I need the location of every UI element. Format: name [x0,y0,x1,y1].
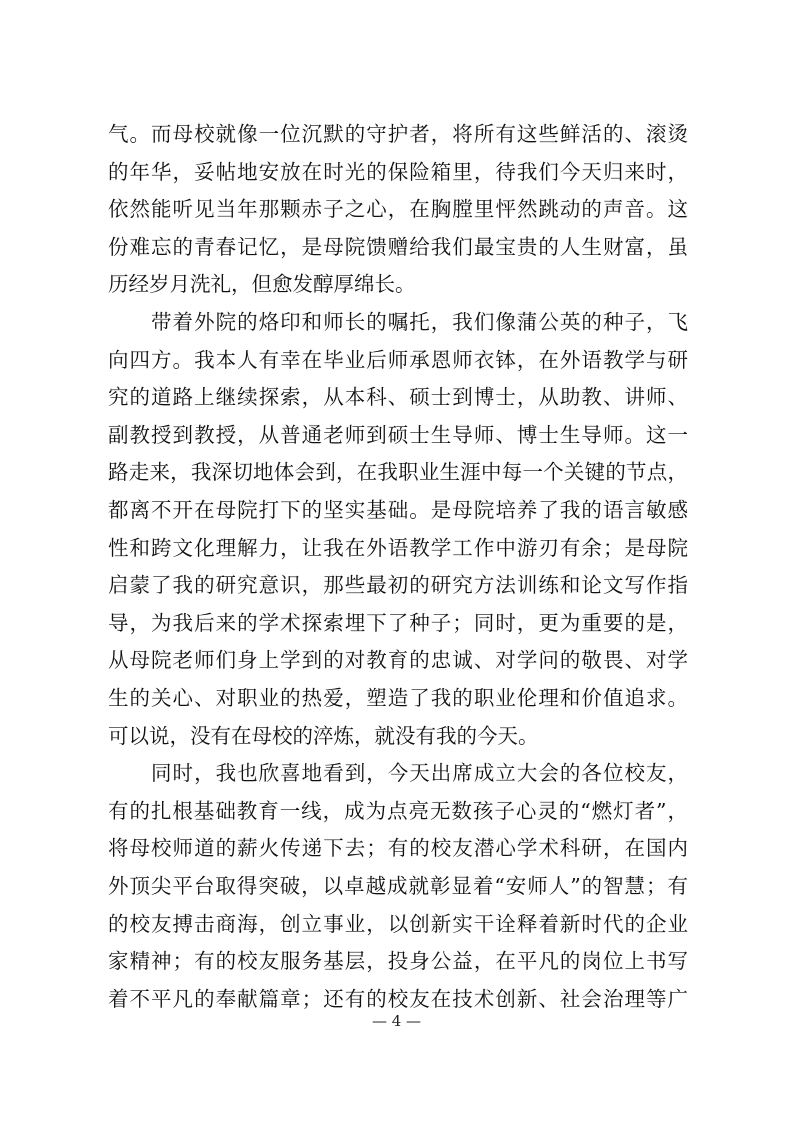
text-line: 气。而母校就像一位沉默的守护者，将所有这些鲜活的、滚烫 [108,122,688,146]
text-line: 究的道路上继续探索，从本科、硕士到博士，从助教、讲师、 [108,385,688,410]
text-line: 有的扎根基础教育一线，成为点亮无数孩子心灵的“燃灯者”， [108,798,688,823]
text-line: 导，为我后来的学术探索埋下了种子；同时，更为重要的是， [108,610,688,635]
text-line: 可以说，没有在母校的淬炼，就没有我的今天。 [108,723,539,748]
text-line: 家精神；有的校友服务基层，投身公益，在平凡的岗位上书写 [108,949,688,974]
text-line: 带着外院的烙印和师长的嘱托，我们像蒲公英的种子，飞 [108,310,688,334]
text-line: 外顶尖平台取得突破，以卓越成就彰显着“安师人”的智慧；有 [108,874,688,898]
text-line: 依然能听见当年那颗赤子之心，在胸膛里怦然跳动的声音。这 [108,197,688,222]
text-line: 启蒙了我的研究意识，那些最初的研究方法训练和论文写作指 [108,573,688,598]
text-line: 历经岁月洗礼，但愈发醇厚绵长。 [108,272,416,297]
page-number: — 4 — [371,1012,422,1030]
text-line: 同时，我也欣喜地看到，今天出席成立大会的各位校友， [108,761,688,786]
text-line: 着不平凡的奉献篇章；还有的校友在技术创新、社会治理等广 [108,986,688,1011]
text-line: 份难忘的青春记忆，是母院馈赠给我们最宝贵的人生财富，虽 [108,234,688,259]
text-line: 都离不开在母院打下的坚实基础。是母院培养了我的语言敏感 [108,498,688,522]
text-line: 从母院老师们身上学到的对教育的忠诚、对学问的敬畏、对学 [108,648,688,673]
text-line: 副教授到教授，从普通老师到硕士生导师、博士生导师。这一 [108,422,688,447]
text-line: 路走来，我深切地体会到，在我职业生涯中每一个关键的节点， [108,460,688,485]
text-line: 向四方。我本人有幸在毕业后师承恩师衣钵，在外语教学与研 [108,347,688,372]
text-line: 将母校师道的薪火传递下去；有的校友潜心学术科研，在国内 [108,836,688,861]
text-line: 的校友搏击商海，创立事业，以创新实干诠释着新时代的企业 [108,911,688,936]
text-line: 的年华，妥帖地安放在时光的保险箱里，待我们今天归来时， [108,159,688,184]
text-line: 生的关心、对职业的热爱，塑造了我的职业伦理和价值追求。 [108,686,688,710]
text-line: 性和跨文化理解力，让我在外语教学工作中游刃有余；是母院 [108,535,688,560]
